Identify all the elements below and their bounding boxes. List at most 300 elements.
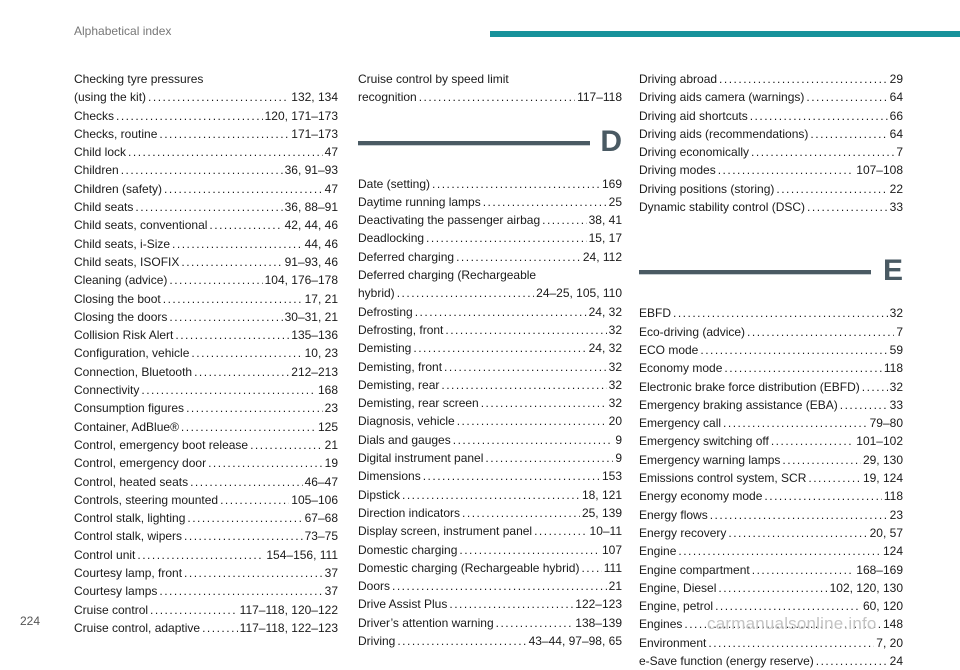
index-entry [358, 504, 622, 522]
index-entry-line [358, 211, 622, 229]
index-entry [639, 506, 903, 524]
index-entry-line [639, 634, 903, 652]
entry-pages: 21 [608, 579, 622, 594]
entry-term: Drive Assist Plus [358, 597, 448, 612]
dot-leader [862, 378, 888, 396]
index-entry-line [74, 418, 338, 436]
index-entry-line [74, 88, 338, 106]
index-entry-line [639, 304, 903, 322]
entry-pages: 60, 120 [862, 599, 903, 614]
index-entry-line [358, 266, 622, 284]
entry-term: Child seats, conventional [74, 218, 208, 233]
index-entry-line [639, 143, 903, 161]
dot-leader [441, 376, 606, 394]
index-entry-line [358, 303, 622, 321]
index-entry-line [639, 70, 903, 88]
dot-leader [121, 161, 283, 179]
index-entry-line [358, 175, 622, 193]
entry-pages: 135–136 [291, 328, 338, 343]
index-entry [74, 344, 338, 362]
entry-term: EBFD [639, 306, 672, 321]
entry-pages: 33 [889, 397, 903, 412]
dot-leader [169, 271, 262, 289]
index-entry [74, 418, 338, 436]
index-entry-line [639, 341, 903, 359]
entry-pages: 169 [601, 176, 622, 191]
entry-pages: 21 [324, 437, 338, 452]
index-entry-line [74, 308, 338, 326]
dot-leader [175, 326, 289, 344]
entry-pages: 19 [324, 456, 338, 471]
entry-term: Domestic charging (Rechargeable hybrid) [358, 560, 580, 575]
index-entry [74, 308, 338, 326]
entry-pages: 33 [889, 200, 903, 215]
entry-pages: 17, 21 [304, 291, 338, 306]
entry-term: Cruise control by speed limit [358, 72, 509, 86]
index-entry-line [74, 180, 338, 198]
index-entry [639, 432, 903, 450]
entry-term: Driving aid shortcuts [639, 108, 748, 123]
index-entry [639, 396, 903, 414]
entry-pages: 19, 124 [862, 471, 903, 486]
dot-leader [163, 290, 303, 308]
entry-term: Energy economy mode [639, 489, 763, 504]
entry-pages: 212–213 [291, 364, 338, 379]
index-entry [358, 211, 622, 229]
dot-leader [485, 449, 613, 467]
entry-pages: 18, 121 [581, 487, 622, 502]
index-entry-line [74, 381, 338, 399]
entry-pages: 138–139 [575, 615, 622, 630]
index-entry [74, 546, 338, 564]
dot-leader [710, 506, 888, 524]
index-entry-line [639, 180, 903, 198]
entry-term: Deferred charging (Rechargeable [358, 268, 537, 283]
entry-term: Driving aids (recommendations) [639, 126, 809, 141]
entry-term: Emergency warning lamps [639, 452, 781, 467]
dot-leader [159, 125, 289, 143]
entry-pages: 122–123 [575, 597, 622, 612]
entry-pages: 44, 46 [304, 236, 338, 251]
dot-leader [141, 381, 316, 399]
entry-pages: 29 [889, 72, 903, 86]
index-entry [639, 323, 903, 341]
dot-leader [397, 632, 526, 650]
index-entry [74, 107, 338, 125]
dot-leader [751, 143, 894, 161]
index-entry [74, 125, 338, 143]
entry-term: Demisting, rear [358, 377, 440, 392]
index-entry-line [358, 504, 622, 522]
entry-term: Child seats, i-Size [74, 236, 171, 251]
index-entry [74, 601, 338, 619]
section-divider [639, 250, 903, 298]
index-entry-line [639, 524, 903, 542]
dot-leader [782, 451, 861, 469]
entry-pages: 25, 139 [581, 505, 622, 520]
index-entry [74, 473, 338, 491]
index-entry [358, 595, 622, 613]
entry-term: Diagnosis, vehicle [358, 414, 455, 429]
entry-term: Cruise control, adaptive [74, 620, 201, 635]
dot-leader [723, 414, 868, 432]
index-entry [74, 180, 338, 198]
entry-term: Demisting [358, 341, 412, 356]
index-entry [358, 522, 622, 540]
index-entry [639, 524, 903, 542]
entry-term: Driving abroad [639, 72, 718, 86]
entry-term: Closing the boot [74, 291, 161, 306]
dot-leader [209, 216, 282, 234]
dot-leader [148, 88, 289, 106]
dot-leader [718, 579, 827, 597]
dot-leader [172, 235, 303, 253]
dot-leader [181, 253, 282, 271]
dot-leader [483, 193, 607, 211]
index-entry-line [74, 107, 338, 125]
entry-term: Deferred charging [358, 249, 455, 264]
entry-pages: 102, 120, 130 [829, 580, 903, 595]
index-entry [639, 469, 903, 487]
entry-pages: 111 [603, 560, 622, 575]
entry-term: Driving positions (storing) [639, 181, 775, 196]
index-entry [639, 180, 903, 198]
entry-pages: 64 [889, 126, 903, 141]
dot-leader [728, 524, 867, 542]
entry-term: Direction indicators [358, 505, 461, 520]
entry-term: Engine compartment [639, 562, 750, 577]
entry-term: Configuration, vehicle [74, 346, 190, 361]
dot-leader [456, 248, 581, 266]
index-entry [358, 431, 622, 449]
index-entry-line [358, 632, 622, 650]
entry-term: Control, emergency door [74, 456, 207, 471]
dot-leader [718, 161, 855, 179]
index-entry-line [639, 378, 903, 396]
entry-term: Defrosting, front [358, 322, 444, 337]
dot-leader [164, 180, 323, 198]
dot-leader [137, 546, 264, 564]
index-entry-line [74, 271, 338, 289]
index-entry-line [639, 561, 903, 579]
index-entry-line [358, 394, 622, 412]
index-entry [74, 436, 338, 454]
entry-term: Consumption figures [74, 401, 185, 416]
dot-leader [747, 323, 894, 341]
index-entry [74, 363, 338, 381]
index-entry-line [639, 88, 903, 106]
index-entry-line [639, 652, 903, 670]
index-entry [358, 541, 622, 559]
entry-pages: 32 [608, 359, 622, 374]
index-entry [74, 216, 338, 234]
dot-leader [752, 561, 855, 579]
index-entry [358, 394, 622, 412]
entry-term: Engine [639, 544, 677, 559]
index-entry [74, 454, 338, 472]
entry-pages: 9 [615, 451, 622, 466]
index-entry [358, 376, 622, 394]
dot-leader [581, 559, 601, 577]
index-column-2 [358, 70, 622, 650]
entry-term: Controls, steering mounted [74, 492, 219, 507]
index-entry-line [74, 70, 338, 88]
dot-leader [449, 595, 573, 613]
index-entry-line [74, 546, 338, 564]
index-entry-line [358, 284, 622, 302]
entry-term: Checking tyre pressures [74, 72, 204, 86]
entry-term: Defrosting [358, 304, 413, 319]
index-entry-line [358, 522, 622, 540]
index-entry-line [74, 564, 338, 582]
entry-pages: 153 [601, 469, 622, 484]
index-entry-line [358, 449, 622, 467]
dot-leader [808, 469, 861, 487]
entry-term: Dimensions [358, 469, 421, 484]
index-entry [639, 359, 903, 377]
index-entry-line [358, 70, 622, 88]
dot-leader [496, 614, 574, 632]
dot-leader [191, 344, 302, 362]
index-entry [358, 486, 622, 504]
entry-term: Cruise control [74, 602, 149, 617]
page-number: 224 [20, 614, 41, 628]
index-entry-line [74, 344, 338, 362]
dot-leader [169, 308, 282, 326]
entry-term: Environment [639, 635, 707, 650]
index-entry [639, 451, 903, 469]
dot-leader [413, 339, 586, 357]
entry-pages: 132, 134 [291, 90, 338, 105]
index-entry [639, 542, 903, 560]
dot-leader [202, 619, 238, 637]
entry-term: Driver’s attention warning [358, 615, 494, 630]
entry-pages: 46–47 [304, 474, 338, 489]
index-entry [74, 253, 338, 271]
entry-term: Checks [74, 108, 115, 123]
entry-pages: 9 [615, 432, 622, 447]
entry-pages: 117–118, 120–122 [239, 602, 338, 617]
entry-pages: 120, 171–173 [264, 108, 338, 123]
dot-leader [445, 321, 606, 339]
entry-pages: 36, 91–93 [284, 163, 338, 178]
entry-term: Child seats, ISOFIX [74, 254, 180, 269]
dot-leader [208, 454, 323, 472]
entry-term: Eco-driving (advice) [639, 324, 746, 339]
index-entry [358, 614, 622, 632]
dot-leader [392, 577, 607, 595]
index-entry-line [639, 323, 903, 341]
index-entry-line [639, 359, 903, 377]
section-divider [358, 121, 622, 169]
entry-term: Energy recovery [639, 525, 727, 540]
index-entry [358, 358, 622, 376]
dot-leader [453, 431, 614, 449]
index-entry-line [74, 161, 338, 179]
entry-pages: 105–106 [291, 492, 338, 507]
entry-pages: 24 [889, 654, 903, 669]
dot-leader [181, 418, 316, 436]
index-entry-line [639, 107, 903, 125]
entry-pages: 7, 20 [876, 635, 903, 650]
index-entry [639, 597, 903, 615]
index-entry-line [74, 125, 338, 143]
dot-leader [750, 107, 888, 125]
entry-pages: 66 [889, 108, 903, 123]
dot-leader [764, 487, 881, 505]
entry-pages: 23 [889, 507, 903, 522]
index-entry [74, 582, 338, 600]
index-entry-line [639, 542, 903, 560]
header-accent-bar [490, 31, 960, 37]
index-entry [639, 634, 903, 652]
dot-leader [459, 541, 600, 559]
entry-pages: 154–156, 111 [266, 547, 338, 562]
index-entry-line [639, 198, 903, 216]
entry-pages: 67–68 [304, 511, 338, 526]
entry-pages: 117–118 [577, 90, 622, 105]
index-entry-line [358, 486, 622, 504]
entry-pages: 24, 32 [588, 304, 622, 319]
dot-leader [534, 522, 587, 540]
index-entry-line [74, 399, 338, 417]
dot-leader [186, 399, 323, 417]
entry-pages: 171–173 [291, 126, 338, 141]
dot-leader [462, 504, 580, 522]
entry-pages: 22 [889, 181, 903, 196]
entry-pages: 36, 88–91 [284, 200, 338, 215]
dot-leader [220, 491, 289, 509]
entry-term: Connectivity [74, 383, 140, 398]
index-entry-line [358, 248, 622, 266]
entry-pages: 43–44, 97–98, 65 [528, 634, 622, 649]
entry-pages: 124 [882, 544, 903, 559]
entry-term: Emergency braking assistance (EBA) [639, 397, 838, 412]
entry-term: Dipstick [358, 487, 401, 502]
index-entry [639, 414, 903, 432]
index-entry-line [639, 469, 903, 487]
index-entry [358, 266, 622, 303]
dot-leader [402, 486, 580, 504]
entry-term: Electronic brake force distribution (EBFD) [639, 379, 860, 394]
section-rule [639, 270, 871, 274]
index-entry [74, 509, 338, 527]
entry-pages: 7 [896, 145, 903, 160]
index-entry-line [74, 491, 338, 509]
header-title: Alphabetical index [74, 24, 172, 38]
entry-term: Domestic charging [358, 542, 458, 557]
index-entry-line [358, 467, 622, 485]
index-entry [639, 341, 903, 359]
entry-term: Deadlocking [358, 231, 425, 246]
entry-pages: 101–102 [856, 434, 903, 449]
dot-leader [116, 107, 263, 125]
entry-pages: 107 [601, 542, 622, 557]
index-entry-line [639, 597, 903, 615]
index-entry-line [74, 473, 338, 491]
dot-leader [700, 341, 887, 359]
index-entry [639, 561, 903, 579]
entry-term: Energy flows [639, 507, 708, 522]
index-entry-line [639, 432, 903, 450]
index-entry [358, 229, 622, 247]
index-entry-line [74, 436, 338, 454]
entry-pages: 168 [317, 383, 338, 398]
dot-leader [423, 467, 600, 485]
index-entry [639, 487, 903, 505]
entry-term: Courtesy lamps [74, 584, 158, 599]
entry-pages: 125 [317, 419, 338, 434]
dot-leader [673, 304, 888, 322]
entry-term: Emissions control system, SCR [639, 471, 807, 486]
dot-leader [128, 143, 323, 161]
entry-pages: 59 [889, 342, 903, 357]
entry-term: Engine, petrol [639, 599, 714, 614]
index-entry [639, 198, 903, 216]
index-entry [358, 339, 622, 357]
entry-term: Container, AdBlue® [74, 419, 179, 434]
dot-leader [444, 358, 607, 376]
dot-leader [719, 70, 888, 88]
index-entry [358, 412, 622, 430]
entry-term: Engine, Diesel [639, 580, 717, 595]
index-entry-line [358, 88, 622, 106]
index-entry [358, 70, 622, 107]
index-entry [74, 564, 338, 582]
section-letter: D [600, 124, 622, 158]
index-entry [639, 378, 903, 396]
entry-pages: 24–25, 105, 110 [536, 286, 622, 301]
index-entry-line [74, 198, 338, 216]
section-rule [358, 141, 590, 145]
index-entry [358, 559, 622, 577]
section-letter: E [882, 254, 903, 288]
entry-term: Children (safety) [74, 181, 163, 196]
dot-leader [542, 211, 587, 229]
dot-leader [678, 542, 881, 560]
entry-pages: 64 [889, 90, 903, 105]
index-entry [74, 271, 338, 289]
index-entry-line [74, 253, 338, 271]
entry-term: Daytime running lamps [358, 194, 481, 209]
entry-pages: 20 [608, 414, 622, 429]
index-entry-line [358, 358, 622, 376]
entry-term: Control, emergency boot release [74, 437, 249, 452]
index-entry [358, 321, 622, 339]
index-entry-line [358, 321, 622, 339]
entry-term: Cleaning (advice) [74, 273, 168, 288]
entry-term: Digital instrument panel [358, 451, 484, 466]
entry-term: Deactivating the passenger airbag [358, 213, 541, 228]
index-entry [74, 70, 338, 107]
entry-pages: 38, 41 [588, 213, 622, 228]
index-entry [74, 619, 338, 637]
entry-term: Child seats [74, 200, 134, 215]
dot-leader [184, 527, 303, 545]
index-entry [358, 193, 622, 211]
entry-term: Driving economically [639, 145, 750, 160]
index-entry [639, 652, 903, 670]
entry-term: Economy mode [639, 361, 723, 376]
index-entry-line [358, 595, 622, 613]
entry-pages: 10–11 [589, 524, 622, 539]
index-entry [358, 632, 622, 650]
entry-pages: 117–118, 122–123 [239, 620, 338, 635]
entry-pages: 24, 32 [588, 341, 622, 356]
entry-term: Control stalk, wipers [74, 529, 183, 544]
entry-pages: 32 [608, 396, 622, 411]
entry-term: recognition [358, 90, 417, 105]
